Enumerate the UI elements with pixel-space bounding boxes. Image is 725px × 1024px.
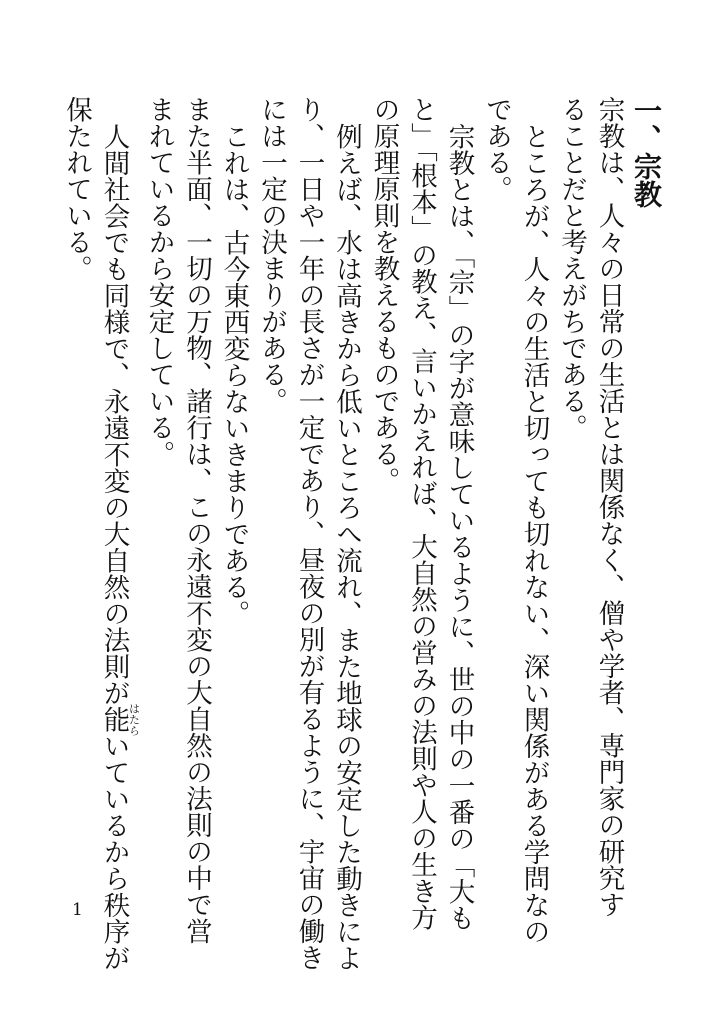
text-line: ところが、人々の生活と切っても切れない、深い関係がある学問なの: [518, 122, 550, 944]
text-line: り、一日や一年の長さが一定であり、昼夜の別が有るように、宇宙の働き: [293, 96, 325, 971]
ruby-reading: はたら: [127, 702, 141, 736]
text-line-with-ruby: [95, 96, 141, 971]
ruby-base: 能: [98, 702, 130, 736]
page-number: 1: [72, 900, 83, 920]
text-line: 例えば、水は高きから低いところへ流れ、また地球の安定した動きによ: [331, 122, 362, 971]
vertical-text-body: [58, 96, 666, 971]
text-line: また半面、一切の万物、諸行は、この永遠不変の大自然の法則の中で営: [181, 96, 212, 944]
text-line: である。: [481, 96, 512, 202]
text-line: の原理原則を教えるものである。: [368, 96, 400, 494]
text-line: ることだと考えがちである。: [556, 96, 587, 441]
text-line: と」「根本」の教え、言いかえれば、大自然の営みの法則や人の生き方: [406, 96, 437, 931]
text-line: には一定の決まりがある。: [256, 96, 287, 414]
section-heading: 一、宗教: [630, 96, 663, 208]
text-line: まれているから安定している。: [143, 96, 175, 467]
text-line: 宗教とは、「宗」の字が意味しているように、世の中の一番の「大も: [443, 122, 475, 931]
ruby-line-before: 人間社会でも同様で、永遠不変の大自然の法則が: [98, 122, 130, 706]
text-line: 宗教は、人々の日常の生活とは関係なく、僧や学者、専門家の研究す: [593, 96, 625, 918]
text-line: これは、古今東西変らないきまりである。: [218, 122, 250, 626]
furigana-annotation: [98, 702, 141, 736]
ruby-line-after: いているから秩序が: [98, 732, 130, 971]
text-line: 保たれている。: [61, 96, 92, 282]
